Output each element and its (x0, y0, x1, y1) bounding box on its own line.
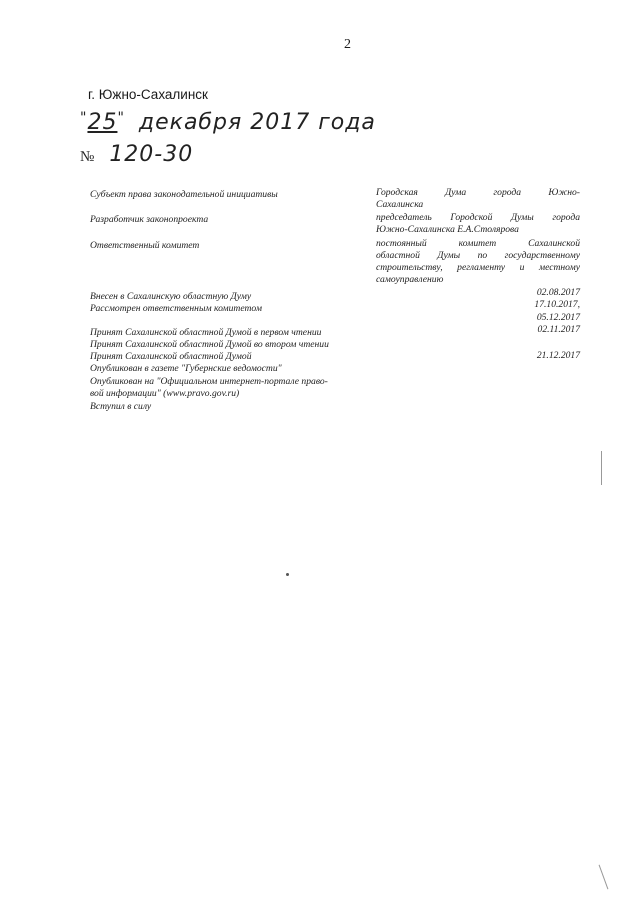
committee-value-line2: областной Думы по государственному (376, 250, 580, 261)
published-gazette-label: Опубликован в газете "Губернские ведомости" (90, 363, 282, 374)
committee-value-line1: постоянный комитет Сахалинской (376, 238, 580, 249)
scan-artifact-corner (599, 865, 609, 890)
law-number: 120-30 (109, 142, 194, 167)
subject-value-line1: Городская Дума города Южно- (376, 187, 580, 198)
scan-artifact-line (601, 451, 602, 485)
first-reading-date: 02.11.2017 (537, 324, 580, 335)
subject-value-line2: Сахалинска (376, 199, 424, 210)
committee-label: Ответственный комитет (90, 240, 200, 251)
committee-value-line3: строительству, регламенту и местному (376, 262, 580, 273)
subject-label: Субъект права законодательной инициативы (90, 189, 278, 200)
scan-artifact-dot (286, 573, 289, 576)
in-force-label: Вступил в силу (90, 401, 152, 412)
published-portal-label-line2: вой информации" (www.pravo.gov.ru) (90, 388, 240, 399)
second-reading-label: Принят Сахалинской областной Думой во втором чтении (90, 339, 329, 350)
developer-value-line1: председатель Городской Думы города (376, 212, 580, 223)
published-portal-label-line1: Опубликован на "Официальном интернет-портале право- (90, 376, 328, 387)
quote-close: " (117, 110, 125, 126)
developer-label: Разработчик законопроекта (90, 214, 209, 225)
city-name: г. Южно-Сахалинск (88, 87, 208, 102)
introduced-label: Внесен в Сахалинскую областную Думу (90, 291, 252, 302)
quote-open: " (80, 110, 88, 126)
developer-value-line2: Южно-Сахалинска Е.А.Столярова (376, 224, 519, 235)
first-reading-label: Принят Сахалинской областной Думой в первом чтении (90, 327, 322, 338)
signing-date (80, 110, 376, 135)
law-number-line (80, 142, 193, 167)
adopted-date: 21.12.2017 (536, 350, 580, 361)
introduced-date: 02.08.2017 (536, 287, 580, 298)
signing-day: 25 (87, 110, 118, 135)
page-number: 2 (344, 37, 351, 52)
reviewed-label: Рассмотрен ответственным комитетом (90, 303, 262, 314)
number-sign: № (80, 149, 96, 165)
committee-value-line4: самоуправлению (376, 274, 444, 285)
signing-year: 2017 (250, 110, 311, 135)
adopted-label: Принят Сахалинской областной Думой (90, 351, 252, 362)
reviewed-date-2: 05.12.2017 (536, 312, 580, 323)
signing-month: декабря (138, 110, 243, 135)
signing-year-word: года (318, 110, 376, 135)
reviewed-date-1: 17.10.2017, (534, 299, 580, 310)
